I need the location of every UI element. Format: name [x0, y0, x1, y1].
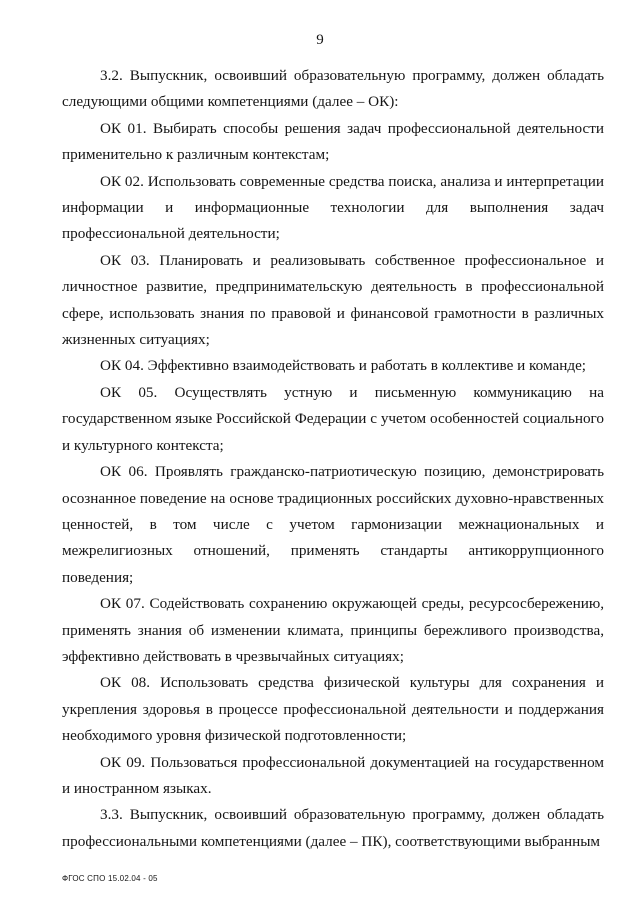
document-body: [62, 63, 604, 855]
paragraph-ok-05: ОК 05. Осуществлять устную и письменную коммуникацию на государственном языке Российской Федерации с учетом особенностей социального и культурного контекста;: [62, 383, 604, 454]
paragraph-ok-02: ОК 02. Использовать современные средства поиска, анализа и интерпретации информации и информационные технологии для выполнения задач профессиональной деятельности;: [62, 172, 604, 243]
paragraph-ok-03: ОК 03. Планировать и реализовывать собственное профессиональное и личностное развитие, предпринимательскую деятельность в профессиональной сфере, использовать знания по правовой и финансовой грамотности в различных жизненных ситуациях;: [62, 251, 604, 349]
page-number: 9: [316, 32, 324, 48]
paragraph-3-2: 3.2. Выпускник, освоивший образовательную программу, должен обладать следующими общими компетенциями (далее – ОК):: [62, 67, 604, 111]
paragraph-3-3: 3.3. Выпускник, освоивший образовательную программу, должен обладать профессиональными компетенциями (далее – ПК), соответствующими выбранным: [62, 806, 604, 850]
paragraph-ok-09: ОК 09. Пользоваться профессиональной документацией на государственном и иностранном языках.: [62, 753, 604, 797]
document-footer: ФГОС СПО 15.02.04 - 05: [62, 874, 158, 883]
paragraph-ok-06: ОК 06. Проявлять гражданско-патриотическую позицию, демонстрировать осознанное поведение на основе традиционных российских духовно-нравственных ценностей, в том числе с учетом гармонизации межнациональных и межрелигиозных отношений, применять стандарты антикоррупционного поведения;: [62, 463, 604, 586]
paragraph-ok-01: ОК 01. Выбирать способы решения задач профессиональной деятельности применительно к различным контекстам;: [62, 119, 604, 164]
paragraph-ok-08: ОК 08. Использовать средства физической культуры для сохранения и укрепления здоровья в процессе профессиональной деятельности и поддержания необходимого уровня физической подготовленности;: [62, 674, 604, 745]
paragraph-ok-07: ОК 07. Содействовать сохранению окружающей среды, ресурсосбережению, применять знания об изменении климата, принципы бережливого производства, эффективно действовать в чрезвычайных ситуациях;: [62, 595, 604, 665]
paragraph-ok-04: ОК 04. Эффективно взаимодействовать и работать в коллективе и команде;: [100, 357, 587, 375]
